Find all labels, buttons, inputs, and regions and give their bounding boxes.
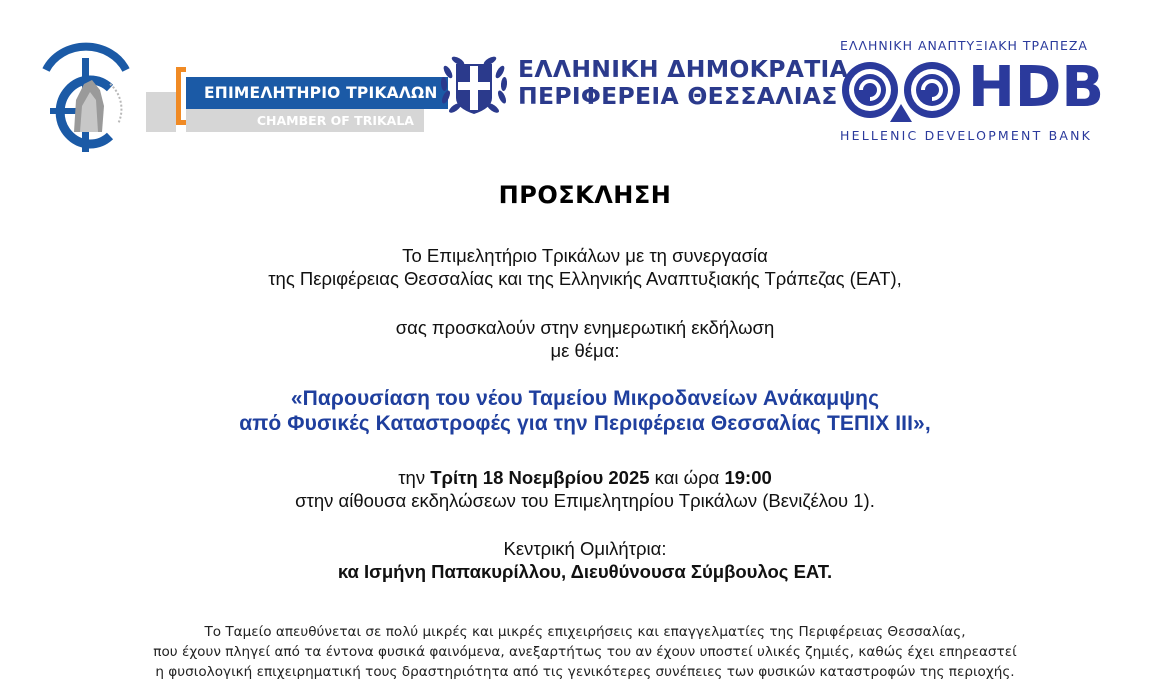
- footer-line-2: που έχουν πληγεί από τα έντονα φυσικά φαινόμενα, ανεξαρτήτως του αν έχουν υποστεί υλικές ζημιές, καθώς έχει επηρεαστεί: [153, 644, 1017, 660]
- invitation-title: ΠΡΟΣΚΛΗΣΗ: [498, 181, 672, 209]
- subject-line-1: «Παρουσίαση του νέου Ταμείου Μικροδανείων Ανάκαμψης: [290, 387, 880, 410]
- region-thessaly-logo: [438, 52, 849, 122]
- speaker-block: [0, 537, 1170, 583]
- region-title: [518, 56, 848, 110]
- intro-line-1: Το Επιμελητήριο Τρικάλων με τη συνεργασία: [402, 245, 768, 266]
- intro-line-2: της Περιφέρειας Θεσσαλίας και της Ελληνικής Αναπτυξιακής Τράπεζας (ΕΑΤ),: [268, 268, 902, 289]
- time-prefix: και ώρα: [649, 467, 725, 488]
- region-line-2: ΠΕΡΙΦΕΡΕΙΑ ΘΕΣΣΑΛΙΑΣ: [518, 82, 838, 110]
- hdb-letters: HDB: [968, 55, 1105, 120]
- chamber-grey-block: [146, 92, 176, 132]
- event-time: 19:00: [724, 467, 772, 488]
- date-prefix: την: [398, 467, 431, 488]
- invite-paragraph: [0, 316, 1170, 362]
- chamber-orange-bracket: [176, 67, 186, 125]
- chamber-english-name: CHAMBER OF TRIKALA: [186, 109, 424, 132]
- hdb-english-name: HELLENIC DEVELOPMENT BANK: [840, 128, 1093, 143]
- chamber-greek-name: ΕΠΙΜΕΛΗΤΗΡΙΟ ΤΡΙΚΑΛΩΝ: [186, 77, 448, 109]
- event-when-where: [0, 466, 1170, 512]
- hdb-eyes-icon: [838, 60, 968, 122]
- fund-description: [0, 622, 1170, 682]
- event-subject: [0, 386, 1170, 436]
- event-date: Τρίτη 18 Νοεμβρίου 2025: [430, 467, 650, 488]
- footer-line-1: Το Ταμείο απευθύνεται σε πολύ μικρές και μικρές επιχειρήσεις και επαγγελματίες της Περιφέρειας Θεσσαλίας,: [204, 624, 966, 640]
- hdb-greek-name: ΕΛΛΗΝΙΚΗ ΑΝΑΠΤΥΞΙΑΚΗ ΤΡΑΠΕΖΑ: [840, 38, 1088, 53]
- hdb-logo: [836, 38, 1105, 146]
- subject-line-2: από Φυσικές Καταστροφές για την Περιφέρεια Θεσσαλίας ΤΕΠΙΧ ΙΙΙ»,: [239, 412, 931, 435]
- event-venue: στην αίθουσα εκδηλώσεων του Επιμελητηρίου Τρικάλων (Βενιζέλου 1).: [295, 490, 875, 511]
- chamber-emblem-icon: [40, 40, 132, 152]
- invite-line-2: με θέμα:: [550, 340, 620, 361]
- intro-paragraph: [0, 244, 1170, 290]
- speaker-label: Κεντρική Ομιλήτρια:: [503, 538, 667, 559]
- event-datetime: [0, 466, 1170, 489]
- region-line-1: ΕΛΛΗΝΙΚΗ ΔΗΜΟΚΡΑΤΙΑ: [518, 55, 849, 83]
- invite-line-1: σας προσκαλούν στην ενημερωτική εκδήλωση: [395, 317, 775, 338]
- chamber-of-trikala-logo: [40, 40, 438, 152]
- footer-line-3: η φυσιολογική επιχειρηματική τους δραστηριότητα από τις γενικότερες συνέπειες των φυσικών καταστροφών της περιοχής.: [155, 664, 1015, 680]
- greek-coat-of-arms-icon: [438, 52, 510, 120]
- speaker-name: κα Ισμήνη Παπακυρίλλου, Διευθύνουσα Σύμβουλος ΕΑΤ.: [337, 561, 833, 582]
